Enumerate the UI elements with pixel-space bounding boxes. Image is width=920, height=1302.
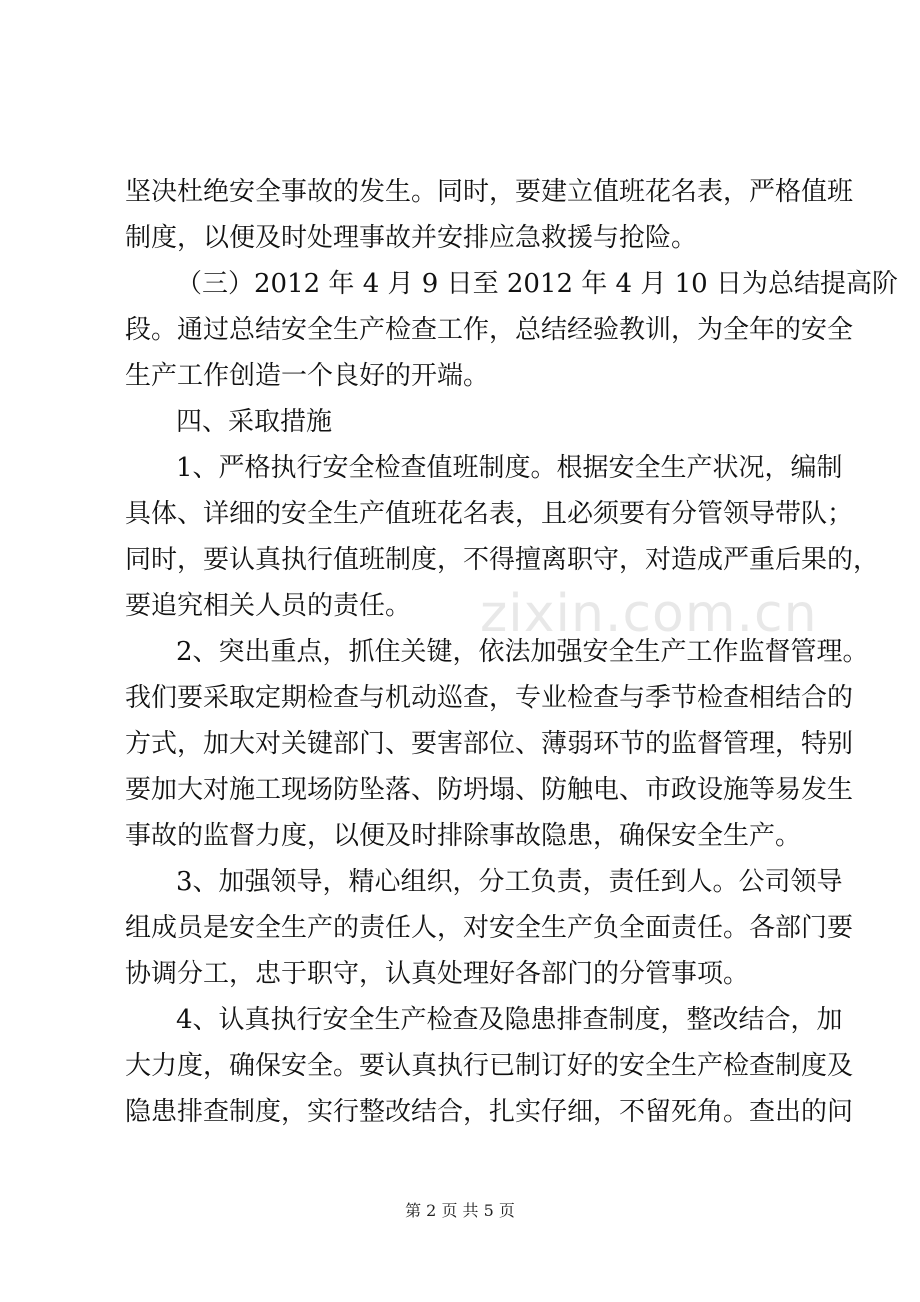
body-text-line: 段。通过总结安全生产检查工作，总结经验教训，为全年的安全 bbox=[125, 315, 854, 345]
body-text-line: 隐患排查制度，实行整改结合，扎实仔细，不留死角。查出的问 bbox=[125, 1097, 854, 1127]
body-text-line: 生产工作创造一个良好的开端。 bbox=[125, 361, 490, 391]
section-heading: 四、采取措施 bbox=[176, 407, 333, 437]
body-text-line: 我们要采取定期检查与机动巡查，专业检查与季节检查相结合的 bbox=[125, 683, 854, 713]
body-text-line: 事故的监督力度，以便及时排除事故隐患，确保安全生产。 bbox=[125, 821, 802, 851]
watermark: zixin.com.cn bbox=[480, 584, 818, 644]
body-text-line: 同时，要认真执行值班制度，不得擅离职守，对造成严重后果的， bbox=[125, 545, 880, 575]
body-text-line: 具体、详细的安全生产值班花名表，且必须要有分管领导带队； bbox=[125, 499, 854, 529]
body-text-line: 要追究相关人员的责任。 bbox=[125, 591, 412, 621]
body-text-line: 组成员是安全生产的责任人，对安全生产负全面责任。各部门要 bbox=[125, 913, 854, 943]
page-footer: 第 2 页 共 5 页 bbox=[405, 1201, 515, 1220]
body-text-line: 方式，加大对关键部门、要害部位、薄弱环节的监督管理，特别 bbox=[125, 729, 854, 759]
body-text-line: 坚决杜绝安全事故的发生。同时，要建立值班花名表，严格值班 bbox=[125, 177, 854, 207]
body-text-line: 制度，以便及时处理事故并安排应急救援与抢险。 bbox=[125, 223, 698, 253]
body-text-line: 大力度，确保安全。要认真执行已制订好的安全生产检查制度及 bbox=[125, 1051, 854, 1081]
body-text-line: 协调分工，忠于职守，认真处理好各部门的分管事项。 bbox=[125, 959, 750, 989]
body-text-line: 1、严格执行安全检查值班制度。根据安全生产状况，编制 bbox=[176, 453, 843, 483]
body-text-line: （三）2012 年 4 月 9 日至 2012 年 4 月 10 日为总结提高阶 bbox=[176, 269, 898, 299]
body-text-line: 3、加强领导，精心组织，分工负责，责任到人。公司领导 bbox=[176, 867, 843, 897]
body-text-line: 2、突出重点，抓住关键，依法加强安全生产工作监督管理。 bbox=[176, 637, 869, 667]
body-text-line: 4、认真执行安全生产检查及隐患排查制度，整改结合，加 bbox=[176, 1005, 843, 1035]
body-text-line: 要加大对施工现场防坠落、防坍塌、防触电、市政设施等易发生 bbox=[125, 775, 854, 805]
